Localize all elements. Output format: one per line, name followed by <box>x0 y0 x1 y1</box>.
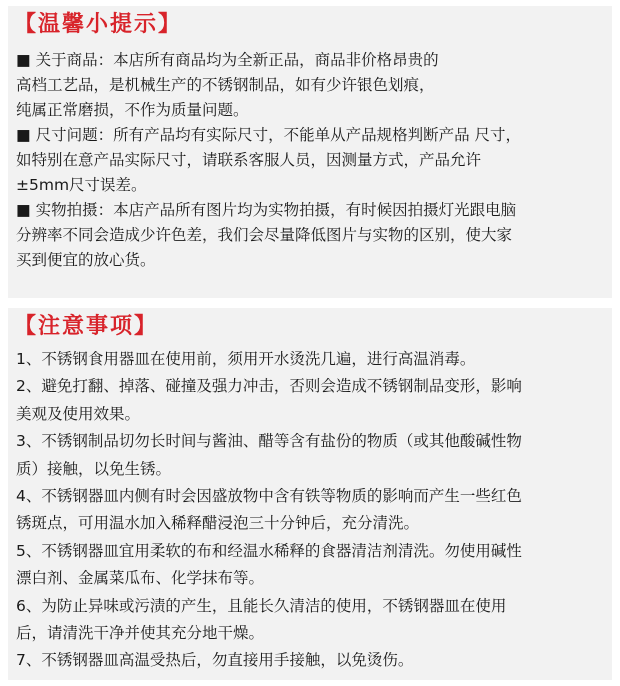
notes-text <box>16 346 606 675</box>
notes-line: 6、为防止异味或污渍的产生，且能长久清洁的使用，不锈钢器皿在使用 <box>16 596 507 615</box>
tips-line: ■ 关于商品：本店所有商品均为全新正品，商品非价格昂贵的 <box>16 51 439 69</box>
notes-line: 美观及使用效果。 <box>16 404 141 423</box>
notes-line: 后，请清洗干净并使其充分地干燥。 <box>16 623 265 642</box>
notes-line: 1、不锈钢食用器皿在使用前，须用开水烫洗几遍，进行高温消毒。 <box>16 350 476 368</box>
tips-line: 如特别在意产品实际尺寸，请联系客服人员，因测量方式，产品允许 <box>16 151 482 169</box>
tips-line: 买到便宜的放心货。 <box>16 251 156 269</box>
notes-line: 4、不锈钢器皿内侧有时会因盛放物中含有铁等物质的影响而产生一些红色 <box>16 486 522 505</box>
tips-panel <box>8 6 612 298</box>
tips-line: 分辨率不同会造成少许色差，我们会尽量降低图片与实物的区别，使大家 <box>16 226 513 244</box>
notes-line: 质）接触，以免生锈。 <box>16 459 172 478</box>
tips-line: ■ 尺寸问题：所有产品均有实际尺寸，不能单从产品规格判断产品 尺寸， <box>16 126 522 144</box>
notes-heading: 【注意事项】 <box>14 314 159 339</box>
notes-line: 2、避免打翻、掉落、碰撞及强力冲击，否则会造成不锈钢制品变形，影响 <box>16 377 522 396</box>
tips-heading: 【温馨小提示】 <box>14 12 183 37</box>
notes-line: 锈斑点，可用温水加入稀释醋浸泡三十分钟后，充分清洗。 <box>16 514 420 533</box>
notes-line: 3、不锈钢制品切勿长时间与酱油、醋等含有盐份的物质（或其他酸碱性物 <box>16 432 522 451</box>
tips-line: ±5mm尺寸误差。 <box>16 176 147 194</box>
notes-line: 7、不锈钢器皿高温受热后，勿直接用手接触，以免烫伤。 <box>16 651 414 670</box>
notes-line: 5、不锈钢器皿宜用柔软的布和经温水稀释的食器清洁剂清洗。勿使用碱性 <box>16 541 522 560</box>
notes-panel <box>8 308 612 680</box>
tips-line: 纯属正常磨损，不作为质量问题。 <box>16 101 249 119</box>
tips-line: 高档工艺品，是机械生产的不锈钢制品，如有少许银色划痕， <box>16 76 435 94</box>
tips-text <box>16 48 606 273</box>
notes-line: 漂白剂、金属菜瓜布、化学抹布等。 <box>16 569 265 588</box>
tips-line: ■ 实物拍摄：本店产品所有图片均为实物拍摄，有时候因拍摄灯光跟电脑 <box>16 201 517 219</box>
